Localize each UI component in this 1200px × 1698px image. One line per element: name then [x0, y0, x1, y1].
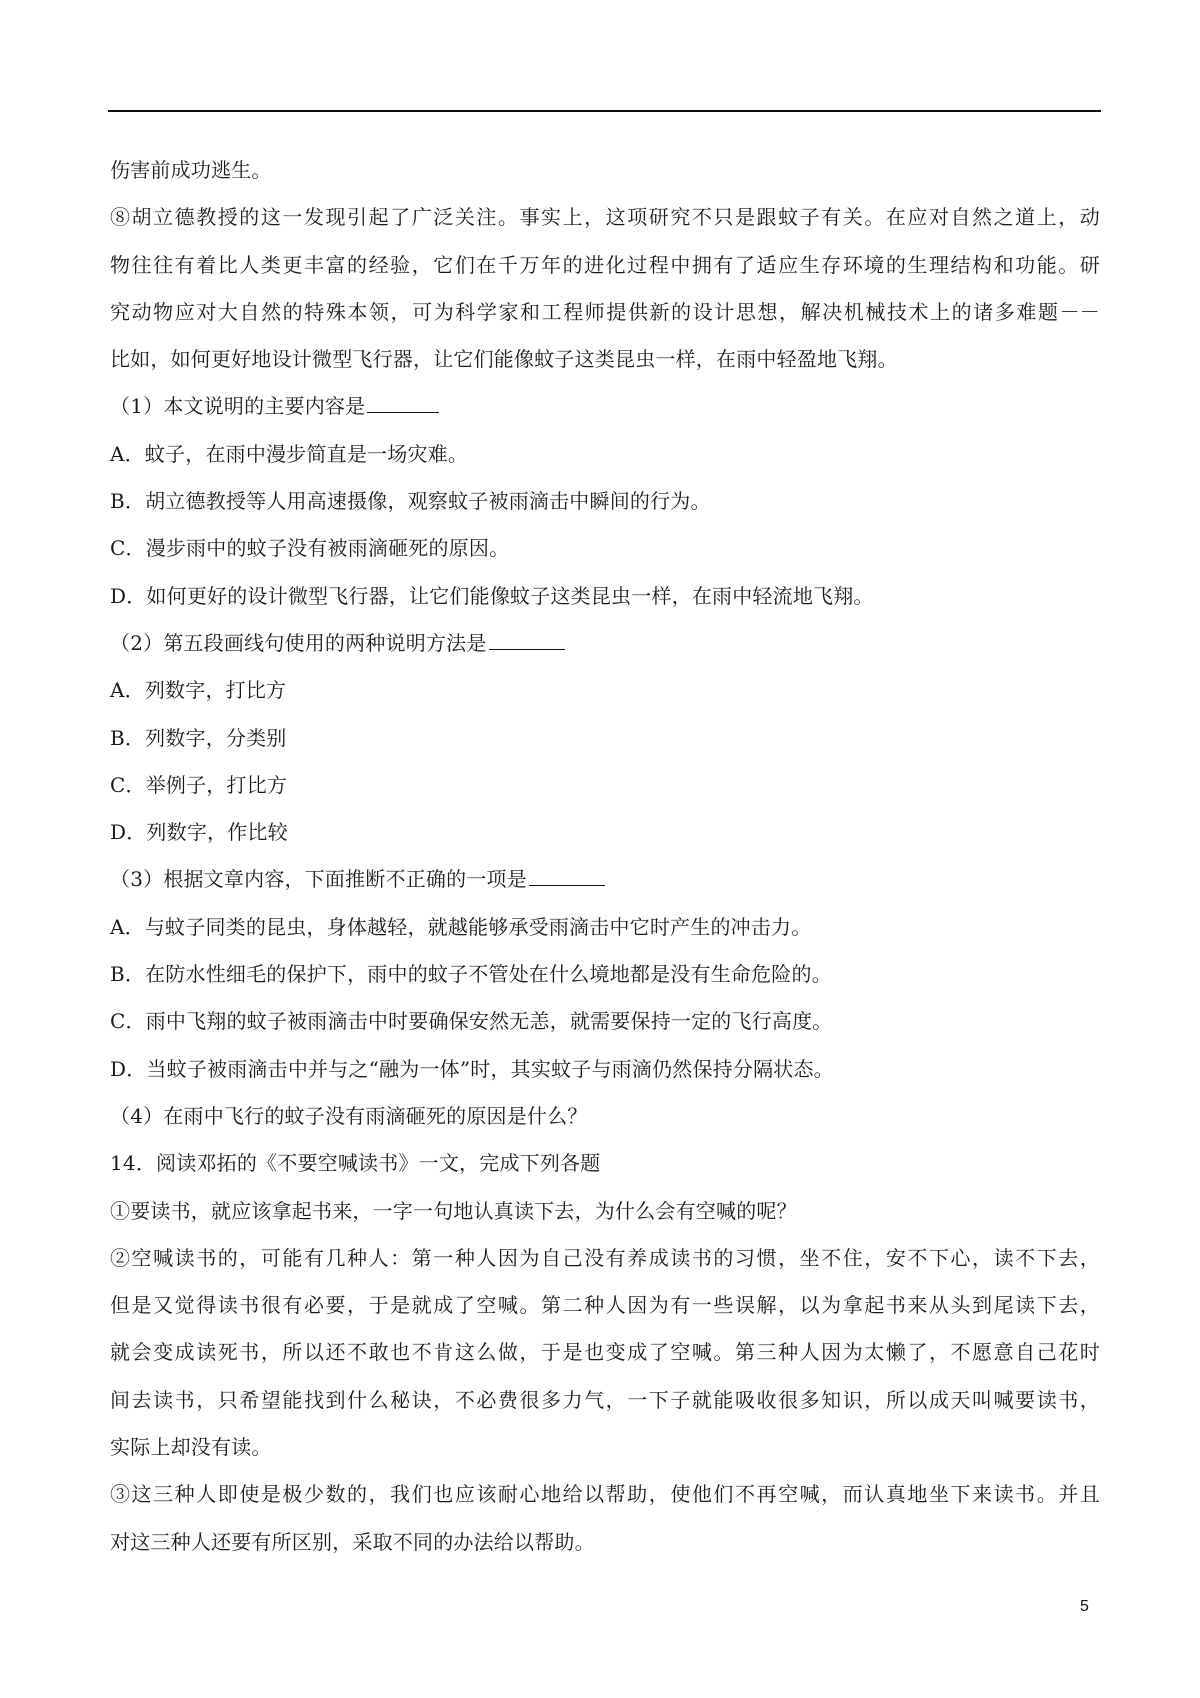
text-line: 物往往有着比人类更丰富的经验，它们在千万年的进化过程中拥有了适应生存环境的生理结构和功能。研: [110, 252, 1100, 277]
text-line: 究动物应对大自然的特殊本领，可为科学家和工程师提供新的设计思想，解决机械技术上的诸多难题－－: [110, 299, 1100, 324]
option-line: D．当蚊子被雨滴击中并与之“融为一体”时，其实蚊子与雨滴仍然保持分隔状态。: [110, 1056, 834, 1081]
text-line: ③这三种人即使是极少数的，我们也应该耐心地给以帮助，使他们不再空喊，而认真地坐下来读书。并且: [110, 1482, 1100, 1507]
text-line: 对这三种人还要有所区别，采取不同的办法给以帮助。: [110, 1529, 595, 1554]
question-4: （4）在雨中飞行的蚊子没有雨滴砸死的原因是什么？: [110, 1103, 588, 1128]
question-1: [110, 383, 1100, 430]
option-line: C．雨中飞翔的蚊子被雨滴击中时要确保安然无恙，就需要保持一定的飞行高度。: [110, 1009, 833, 1034]
text-line: 但是又觉得读书很有必要，于是就成了空喊。第二种人因为有一些误解，以为拿起书来从头到尾读下去，: [110, 1293, 1100, 1318]
question-1-text: （1）本文说明的主要内容是: [110, 394, 366, 419]
option-line: D．如何更好的设计微型飞行器，让它们能像蚊子这类昆虫一样，在雨中轻流地飞翔。: [110, 583, 874, 608]
answer-blank: [489, 629, 565, 650]
text-line: ②空喊读书的，可能有几种人：第一种人因为自己没有养成读书的习惯，坐不住，安不下心，读不下去，: [110, 1245, 1100, 1270]
answer-blank: [367, 392, 439, 413]
option-line: B．在防水性细毛的保护下，雨中的蚊子不管处在什么境地都是没有生命危险的。: [110, 962, 832, 987]
option-line: C．举例子，打比方: [110, 772, 288, 797]
answer-blank: [529, 865, 605, 886]
text-line: 实际上却没有读。: [110, 1435, 272, 1460]
option-line: D．列数字，作比较: [110, 820, 288, 845]
page-content: [110, 147, 1100, 1566]
option-line: B．列数字，分类别: [110, 725, 287, 750]
text-line: ①要读书，就应该拿起书来，一字一句地认真读下去，为什么会有空喊的呢？: [110, 1198, 797, 1223]
header-rule: [108, 110, 1101, 112]
text-line: 就会变成读死书，所以还不敢也不肯这么做，于是也变成了空喊。第三种人因为太懒了，不愿意自己花时: [110, 1340, 1100, 1365]
question-3: [110, 856, 1100, 903]
option-line: A．列数字，打比方: [110, 678, 287, 703]
question-2-text: （2）第五段画线句使用的两种说明方法是: [110, 630, 487, 655]
question-3-text: （3）根据文章内容，下面推断不正确的一项是: [110, 867, 527, 892]
question-14-heading: 14．阅读邓拓的《不要空喊读书》一文，完成下列各题: [110, 1151, 601, 1176]
text-line: 间去读书，只希望能找到什么秘诀，不必费很多力气，一下子就能吸收很多知识，所以成天叫喊要读书，: [110, 1387, 1100, 1412]
option-line: A．与蚊子同类的昆虫，身体越轻，就越能够承受雨滴击中它时产生的冲击力。: [110, 914, 812, 939]
question-2: [110, 620, 1100, 667]
text-line: 伤害前成功逃生。: [110, 158, 272, 182]
page-number: 5: [1080, 1598, 1089, 1615]
option-line: C．漫步雨中的蚊子没有被雨滴砸死的原因。: [110, 536, 510, 561]
text-line: 比如，如何更好地设计微型飞行器，让它们能像蚊子这类昆虫一样，在雨中轻盈地飞翔。: [110, 347, 898, 372]
text-line: ⑧胡立德教授的这一发现引起了广泛关注。事实上，这项研究不只是跟蚊子有关。在应对自然之道上，动: [110, 205, 1100, 230]
option-line: B．胡立德教授等人用高速摄像，观察蚊子被雨滴击中瞬间的行为。: [110, 489, 711, 514]
option-line: A．蚊子，在雨中漫步简直是一场灾难。: [110, 441, 469, 466]
